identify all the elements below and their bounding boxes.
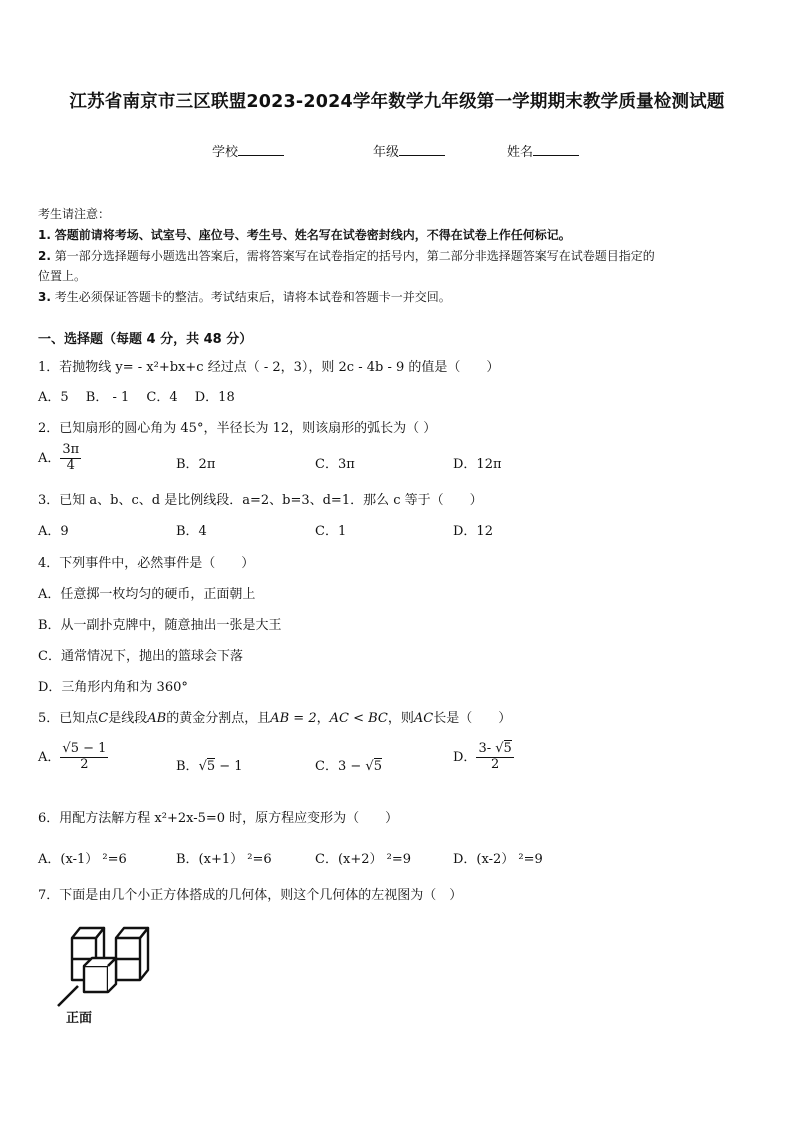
question-6-option-a: A．(x-1） ²=6	[38, 852, 127, 867]
notice-item-2	[38, 247, 655, 264]
school-field	[212, 141, 284, 160]
question-3-option-c: C．1	[315, 524, 347, 539]
question-2-option-c: C．3π	[315, 457, 355, 472]
grade-field	[373, 141, 445, 160]
question-5-text: 是线段	[108, 711, 148, 726]
question-3-option-d: D．12	[453, 524, 493, 539]
question-7: 7．下面是由几个小正方体搭成的几何体，则这个几何体的左视图为（ ）	[38, 888, 463, 903]
question-5-text: ，则	[387, 711, 414, 726]
radicand: 5	[70, 741, 79, 756]
math-var: C	[98, 711, 109, 726]
grade-label: 年级	[373, 145, 400, 160]
option-d-label: D．	[453, 749, 477, 765]
math-condition: AB = 2	[270, 711, 317, 726]
cube-face	[84, 966, 108, 992]
question-1: 1．若抛物线 y= - x²+bx+c 经过点（ - 2，3），则 2c - 4b - 9 的值是（ ）	[38, 360, 500, 375]
radicand: 5	[206, 759, 216, 774]
question-3: 3．已知 a、b、c、d 是比例线段．a=2、b=3、d=1．那么 c 等于（ ）	[38, 493, 483, 508]
question-4-option-a: A．任意掷一枚均匀的硬币，正面朝上	[38, 587, 256, 602]
fraction-numerator: 3- √5	[478, 741, 512, 756]
question-5-option-b: B．√5 − 1	[176, 759, 243, 774]
radicand: 5	[373, 759, 382, 774]
option-a-label: A．	[38, 749, 61, 765]
fraction-numerator: √5 − 1	[62, 741, 107, 756]
question-3-option-a: A．9	[38, 524, 69, 539]
front-label: 正面	[66, 1011, 93, 1026]
notice-item-2-num: 2.	[38, 249, 51, 263]
question-5-text: ，	[316, 711, 330, 726]
question-4-option-d: D．三角形内角和为 360°	[38, 680, 188, 695]
fraction	[60, 742, 108, 773]
option-a-label: A．	[38, 450, 61, 466]
fraction-numerator: 3π	[62, 442, 80, 457]
question-5-option-a	[38, 742, 108, 773]
math-condition: AC < BC	[329, 711, 388, 726]
fraction-denominator: 2	[80, 756, 89, 772]
notice-heading: 考生请注意：	[38, 207, 111, 221]
expr-rest: − 1	[215, 759, 243, 774]
notice-item-1	[38, 226, 571, 243]
expr-rest: − 1	[78, 741, 107, 756]
name-label: 姓名	[507, 145, 534, 160]
question-2-option-a	[38, 443, 81, 474]
question-1-options: A．5 B． - 1 C．4 D．18	[38, 390, 235, 405]
paper-title: 江苏省南京市三区联盟2023-2024学年数学九年级第一学期期末教学质量检测试题	[69, 92, 725, 112]
question-5-text: 的黄金分割点，且	[166, 711, 271, 726]
option-c-label: C．	[315, 759, 338, 774]
name-field	[507, 141, 579, 160]
question-2: 2．已知扇形的圆心角为 45°，半径长为 12，则该扇形的弧长为（ ）	[38, 421, 437, 436]
question-6-option-b: B．(x+1） ²=6	[176, 852, 272, 867]
notice-item-1-text: 答题前请将考场、试室号、座位号、考生号、姓名写在试卷密封线内，不得在试卷上作任何标记。	[54, 228, 571, 242]
question-2-option-b: B．2π	[176, 457, 216, 472]
notice-item-3-text: 考生必须保证答题卡的整洁。考试结束后，请将本试卷和答题卡一并交回。	[54, 290, 451, 304]
expr-pre: 3-	[478, 741, 496, 756]
question-2-option-d: D．12π	[453, 457, 502, 472]
question-6: 6．用配方法解方程 x²+2x-5=0 时，原方程应变形为（ ）	[38, 811, 399, 826]
question-5	[38, 707, 511, 726]
fraction-denominator: 2	[490, 756, 500, 772]
math-var: AB	[147, 711, 167, 726]
front-indicator-line	[58, 986, 78, 1006]
question-5-option-c: C．3 − √5	[315, 759, 382, 774]
question-4-option-b: B．从一副扑克牌中，随意抽出一张是大王	[38, 618, 282, 633]
question-5-text: 长是（ ）	[433, 711, 512, 726]
fraction	[476, 742, 513, 773]
fraction	[60, 443, 81, 474]
section-heading: 一、选择题（每题 4 分，共 48 分）	[38, 332, 253, 347]
expr-pre: 3 −	[337, 759, 366, 774]
math-var: AC	[413, 711, 434, 726]
notice-item-1-num: 1.	[38, 228, 51, 242]
option-b-label: B．	[176, 759, 199, 774]
question-5-text: 5．已知点	[38, 711, 99, 726]
school-blank	[238, 143, 284, 156]
question-6-option-c: C．(x+2） ²=9	[315, 852, 412, 867]
notice-item-3	[38, 288, 451, 305]
name-blank	[533, 143, 579, 156]
notice-item-3-num: 3.	[38, 290, 51, 304]
question-4: 4．下列事件中，必然事件是（ ）	[38, 556, 255, 571]
fraction-denominator: 4	[66, 457, 75, 473]
grade-blank	[399, 143, 445, 156]
question-4-option-c: C．通常情况下，抛出的篮球会下落	[38, 649, 243, 664]
school-label: 学校	[212, 145, 239, 160]
notice-item-2-cont: 位置上。	[38, 269, 87, 283]
question-3-option-b: B．4	[176, 524, 207, 539]
question-6-option-d: D．(x-2） ²=9	[453, 852, 543, 867]
notice-item-2-text: 第一部分选择题每小题选出答案后，需将答案写在试卷指定的括号内，第二部分非选择题答案写在试卷题目指定的	[54, 249, 655, 263]
radicand: 5	[503, 741, 512, 756]
question-5-option-d	[453, 742, 514, 773]
